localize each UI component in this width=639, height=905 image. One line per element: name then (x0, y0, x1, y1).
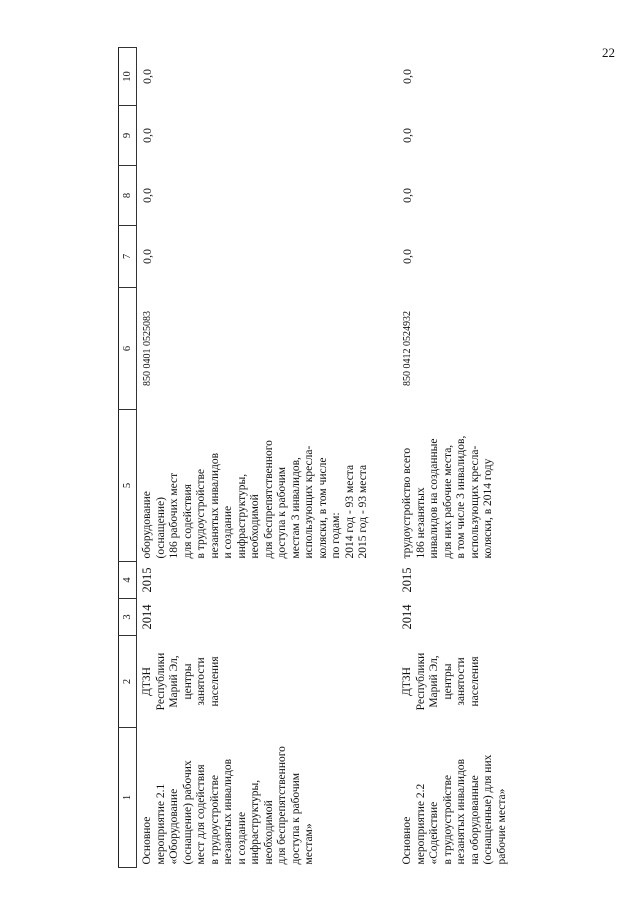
header-col-10: 10 (119, 48, 137, 106)
table-row-measure-2-1 (137, 48, 398, 868)
start-year-cell: 2014 (400, 604, 414, 630)
measure-title-cell: Основное мероприятие 2.1 «Оборудование (оснащение) рабочих мест для содействия в трудоустройстве незанятых инвалидов и создание инфраструктуры, необходимой для беспрепятственного доступа к рабочим местам» (141, 746, 315, 865)
header-col-1: 1 (119, 728, 137, 868)
budget-code-cell: 850 0412 0524932 (402, 311, 413, 386)
rotated-table-container (118, 45, 639, 868)
header-col-6: 6 (119, 288, 137, 410)
amount-col-7-cell: 0,0 (400, 249, 414, 264)
header-col-2: 2 (119, 636, 137, 728)
program-measures-table (118, 47, 601, 868)
amount-col-10-cell: 0,0 (140, 69, 154, 84)
header-col-4: 4 (119, 562, 137, 599)
amount-col-9-cell: 0,0 (400, 128, 414, 143)
table-row-measure-2-2 (397, 48, 601, 868)
header-col-5: 5 (119, 410, 137, 562)
measure-title-cell: Основное мероприятие 2.2 «Содействие в трудоустройстве незанятых инвалидов на оборудованные (оснащенные) для них рабочие места» (401, 754, 508, 865)
end-year-cell: 2015 (400, 567, 414, 593)
expected-result-cell: трудоустройство всего 186 незанятых инвалидов на созданные для них рабочие места, в том числе 3 инвалидов, использующих кресла- коляски, в 2014 году (401, 435, 494, 559)
start-year-cell: 2014 (140, 604, 154, 630)
amount-col-8-cell: 0,0 (400, 188, 414, 203)
end-year-cell: 2015 (140, 567, 154, 593)
header-col-9: 9 (119, 106, 137, 166)
column-number-header-row (119, 48, 137, 868)
header-col-3: 3 (119, 599, 137, 636)
budget-code-cell: 850 0401 0525083 (142, 311, 153, 386)
header-col-8: 8 (119, 166, 137, 226)
executor-cell: ДТЗН Республики Марий Эл, центры занятости населения (401, 652, 481, 711)
executor-cell: ДТЗН Республики Марий Эл, центры занятости населения (141, 652, 221, 711)
amount-col-7-cell: 0,0 (140, 249, 154, 264)
page-number: 22 (602, 45, 615, 60)
amount-col-8-cell: 0,0 (140, 188, 154, 203)
amount-col-10-cell: 0,0 (400, 69, 414, 84)
header-col-7: 7 (119, 226, 137, 288)
amount-col-9-cell: 0,0 (140, 128, 154, 143)
expected-result-cell: оборудование (оснащение) 186 рабочих мест для содействия в трудоустройстве незанятых инвалидов и создание инфраструктуры, необходимой для беспрепятственного доступа к рабочим местам 3 инвалидов, использующих кресла- коляски, в том числе по годам: 2014 год - 93 места 2015 год - 93 места (141, 440, 369, 559)
